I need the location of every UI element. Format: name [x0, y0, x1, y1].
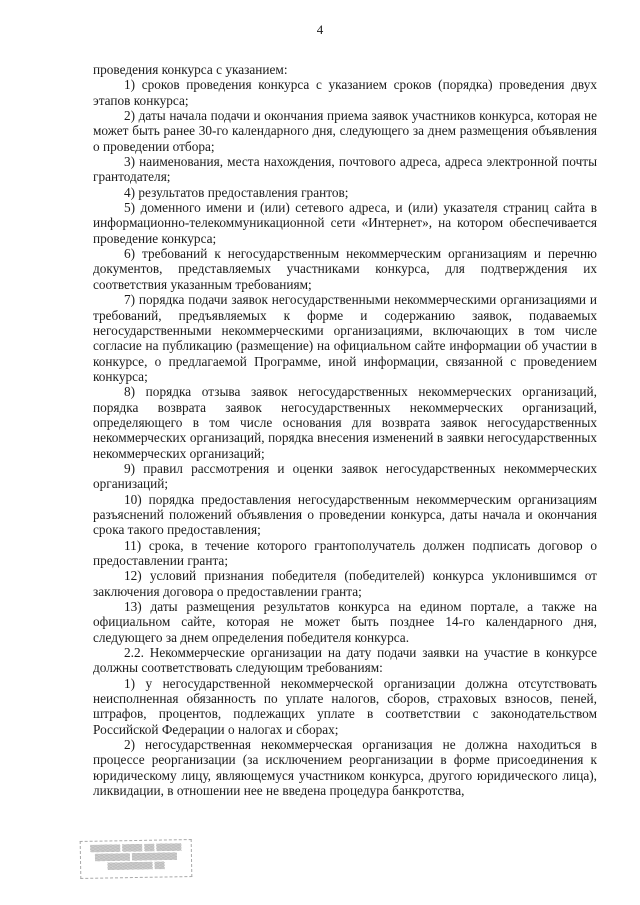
paragraph: 4) результатов предоставления грантов; [124, 184, 349, 200]
paragraph: 10) порядка предоставления негосударственным некоммерческим организациям разъяснений положений объявления о проведении конкурса, даты начала и окончания срока такого предоставления; [93, 491, 597, 538]
paragraph: 1) у негосударственной некоммерческой организации должна отсутствовать неисполненная обязанность по уплате налогов, сборов, страховых взносов, пеней, штрафов, процентов, подлежащих уплате в соответствии с законодательством Российской Федерации о налогах и сборах; [93, 675, 597, 737]
paragraph: 13) даты размещения результатов конкурса на едином портале, а также на официальном сайте, которая не может быть позднее 14-го календарного дня, следующего за днем определения победителя конкурса. [93, 599, 597, 645]
paragraph: 3) наименования, места нахождения, почтового адреса, адреса электронной почты грантодателя; [93, 154, 597, 185]
paragraph: 2) даты начала подачи и окончания приема заявок участников конкурса, которая не может быть ранее 30-го календарного дня, следующего за днем размещения объявления о проведении отбора; [93, 108, 597, 154]
paragraph: 2.2. Некоммерческие организации на дату подачи заявки на участие в конкурсе должны соответствовать следующим требованиям: [93, 645, 597, 676]
registry-stamp: ▒▒▒▒▒▒ ▒▒▒▒ ▒▒ ▒▒▒▒▒ ▒▒▒▒▒▒▒ ▒▒▒▒▒▒▒▒▒ ▒▒▒▒▒▒▒▒▒ ▒▒ [80, 839, 193, 879]
paragraph: проведения конкурса с указанием: [93, 62, 288, 77]
document-body [93, 62, 597, 799]
paragraph: 5) доменного имени и (или) сетевого адреса, и (или) указателя страниц сайта в информационно-телекоммуникационной сети «Интернет», на котором обеспечивается проведение конкурса; [93, 200, 597, 246]
paragraph: 8) порядка отзыва заявок негосударственных некоммерческих организаций, порядка возврата заявок негосударственных некоммерческих организаций, определяющего в том числе основания для возврата заявок негосударственных некоммерческих организаций, порядка внесения изменений в заявки негосударственных некоммерческих организаций; [93, 384, 597, 461]
paragraph: 6) требований к негосударственным некоммерческим организациям и перечню документов, представляемых участниками конкурса, для подтверждения их соответствия указанным требованиям; [93, 246, 597, 292]
paragraph: 7) порядка подачи заявок негосударственными некоммерческими организациями и требований, предъявляемых к форме и содержанию заявок, подаваемых негосударственными некоммерческими организациями, включающих в том числе согласие на публикацию (размещение) на официальном сайте информации об участии в конкурсе, о предлагаемой Программе, иной информации, связанной с проведением конкурса; [93, 292, 597, 384]
paragraph: 1) сроков проведения конкурса с указанием сроков (порядка) проведения двух этапов конкурса; [93, 77, 597, 108]
paragraph: 11) срока, в течение которого грантополучатель должен подписать договор о предоставлении гранта; [93, 537, 597, 568]
paragraph: 9) правил рассмотрения и оценки заявок негосударственных некоммерческих организаций; [93, 460, 597, 492]
page-number: 4 [316, 22, 324, 37]
paragraph: 12) условий признания победителя (победителей) конкурса уклонившимся от заключения договора о предоставлении гранта; [93, 568, 597, 599]
paragraph: 2) негосударственная некоммерческая организация не должна находиться в процессе реорганизации (за исключением реорганизации в форме присоединения к юридическому лицу, являющемуся участником конкурса, другого юридического лица), ликвидации, в отношении нее не введена процедура банкротства, [93, 737, 597, 799]
